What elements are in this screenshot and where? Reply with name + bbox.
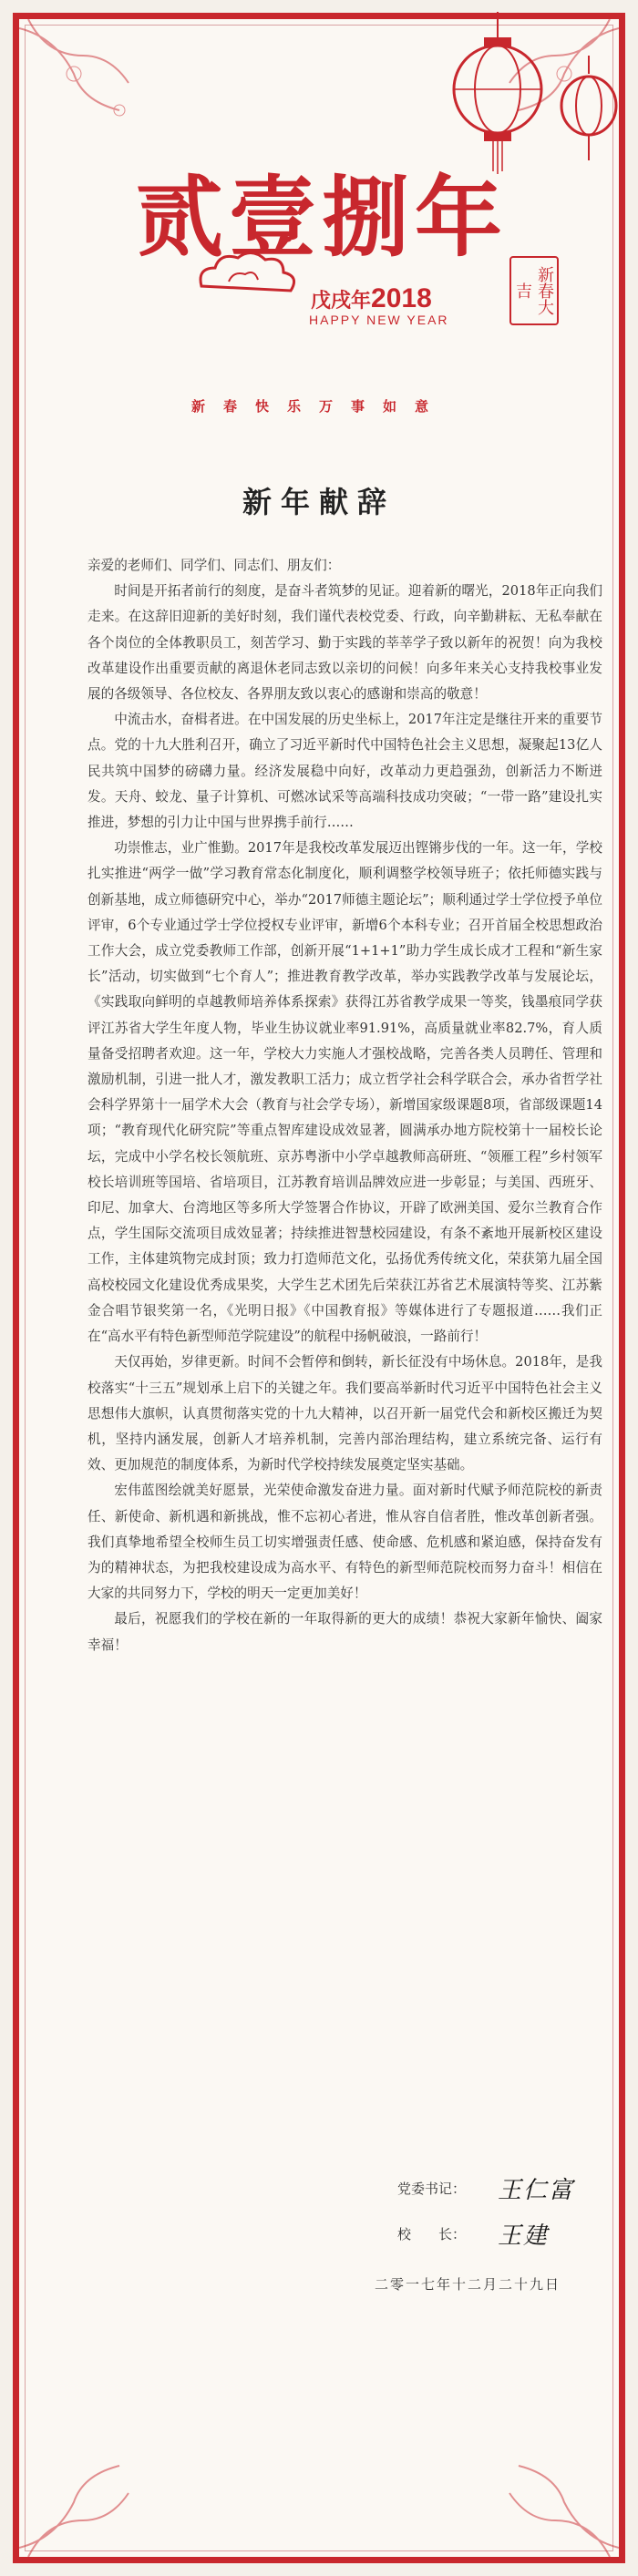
signature-row — [397, 2165, 574, 2211]
corner-ornament-icon — [19, 19, 147, 147]
handwritten-signature: 王建 — [498, 2222, 550, 2250]
corner-ornament-icon — [491, 2429, 619, 2557]
seal-stamp: 新春大吉 — [509, 256, 559, 325]
year-label: 戊戌年2018 — [311, 283, 432, 313]
paragraph: 时间是开拓者前行的刻度，是奋斗者筑梦的见证。迎着新的曙光，2018年正向我们走来。在这辞旧迎新的美好时刻，我们谨代表校党委、行政，向辛勤耕耘、无私奉献在各个岗位的全体教职员工，刻苦学习、勤于实践的莘莘学子致以新年的祝贺！向为我校改革建设作出重要贡献的离退休老同志致以亲切的问候！向多年来关心支持我校事业发展的各级领导、各位校友、各界朋友致以衷心的感谢和崇高的敬意！ — [87, 583, 602, 703]
document-title: 新年献辞 — [242, 485, 396, 519]
signature-block — [397, 2165, 574, 2256]
happy-new-year: HAPPY NEW YEAR — [309, 313, 449, 327]
greeting-line: 新春快乐万事如意 — [190, 398, 447, 415]
signature-label: 党委书记： — [397, 2180, 467, 2197]
cloud-ornament-icon — [192, 245, 302, 300]
signature-label: 校 长： — [397, 2225, 467, 2242]
document-date: 二零一七年十二月二十九日 — [375, 2276, 561, 2293]
paragraph: 功崇惟志，业广惟勤。2017年是我校改革发展迈出铿锵步伐的一年。这一年，学校扎实推进“两学一做”学习教育常态化制度化，顺利调整学校领导班子；依托师德实践与创新基地，成立师德研究中心，举办“2017师德主题论坛”；顺利通过学士学位授予单位评审，6个专业通过学士学位授权专业评审，新增6个本科专业；召开首届全校思想政治工作大会，成立党委教师工作部，创新开展“1+1+1”助力学生成长成才工程和“新生家长”活动，切实做到“七个育人”；推进教育教学改革，举办实践教学改革与发展论坛，《实践取向鲜明的卓越教师培养体系探索》获得江苏省教学成果一等奖，钱墨痕同学获评江苏省大学生年度人物，毕业生协议就业率91.91%，高质量就业率82.7%，育人质量备受招聘者欢迎。这一年，学校大力实施人才强校战略，完善各类人员聘任、管理和激励机制，引进一批人才，激发教职工活力；成立哲学社会科学联合会，承办省哲学社会科学界第十一届学术大会（教育与社会学专场），新增国家级课题8项，省部级课题14项；“教育现代化研究院”等重点智库建设成效显著，圆满承办地方院校第十一届校长论坛，完成中小学名校长领航班、京苏粤浙中小学卓越教师高研班、“领雁工程”乡村领军校长培训班等国培、省培项目，江苏教育培训品牌效应进一步彰显；与美国、西班牙、印尼、加拿大、台湾地区等多所大学签署合作协议，开辟了欧洲美国、爱尔兰教育合作点，学生国际交流项目成效显著；持续推进智慧校园建设，有条不紊地开展新校区建设工作，主体建筑物完成封顶；致力打造师范文化，弘扬优秀传统文化，荣获第九届全国高校校园文化建设优秀成果奖，大学生艺术团先后荣获江苏省艺术展演特等奖、江苏紫金合唱节银奖第一名，《光明日报》《中国教育报》等媒体进行了专题报道……我们正在“高水平有特色新型师范学院建设”的航程中扬帆破浪，一路前行！ — [87, 840, 602, 1345]
salutation: 亲爱的老师们、同学们、同志们、朋友们： — [87, 558, 341, 573]
paragraph: 宏伟蓝图绘就美好愿景，光荣使命激发奋进力量。面对新时代赋予师范院校的新责任、新使命、新机遇和新挑战，惟不忘初心者进，惟从容自信者胜，惟改革创新者强。我们真挚地希望全校师生员工切实增强责任感、使命感、危机感和紧迫感，保持奋发有为的精神状态，为把我校建设成为高水平、有特色的新型师范院校而努力奋斗！相信在大家的共同努力下，学校的明天一定更加美好！ — [87, 1483, 602, 1602]
header-banner — [19, 156, 619, 338]
paragraph: 最后，祝愿我们的学校在新的一年取得新的更大的成绩！恭祝大家新年愉快、阖家幸福！ — [87, 1611, 602, 1653]
lantern-icon — [448, 12, 548, 176]
corner-ornament-icon — [19, 2429, 147, 2557]
handwritten-signature: 王仁富 — [498, 2176, 575, 2204]
paragraph: 天仅再始，岁律更新。时间不会暂停和倒转，新长征没有中场休息。2018年，是我校落实“十三五”规划承上启下的关键之年。我们要高举新时代习近平中国特色社会主义思想伟大旗帜，认真贯彻落实党的十九大精神，以召开新一届党代会和新校区搬迁为契机，坚持内涵发展，创新人才培养机制，完善内部治理结构，建立系统完备、运行有效、更加规范的制度体系，为新时代学校持续发展奠定坚实基础。 — [87, 1354, 602, 1473]
page-frame — [13, 13, 625, 2563]
document-body — [87, 553, 602, 1658]
paragraph: 中流击水，奋楫者进。在中国发展的历史坐标上，2017年注定是继往开来的重要节点。党的十九大胜利召开，确立了习近平新时代中国特色社会主义思想，凝聚起13亿人民共筑中国梦的磅礴力量。经济发展稳中向好，改革动力更趋强劲，创新活力不断迸发。天舟、蛟龙、量子计算机、可燃冰试采等高端科技成功突破；“一带一路”建设扎实推进，梦想的引力让中国与世界携手前行…… — [87, 712, 602, 831]
lantern-icon — [557, 56, 621, 165]
banner-title: 贰壹捌年 — [136, 166, 508, 269]
signature-row — [397, 2211, 574, 2256]
